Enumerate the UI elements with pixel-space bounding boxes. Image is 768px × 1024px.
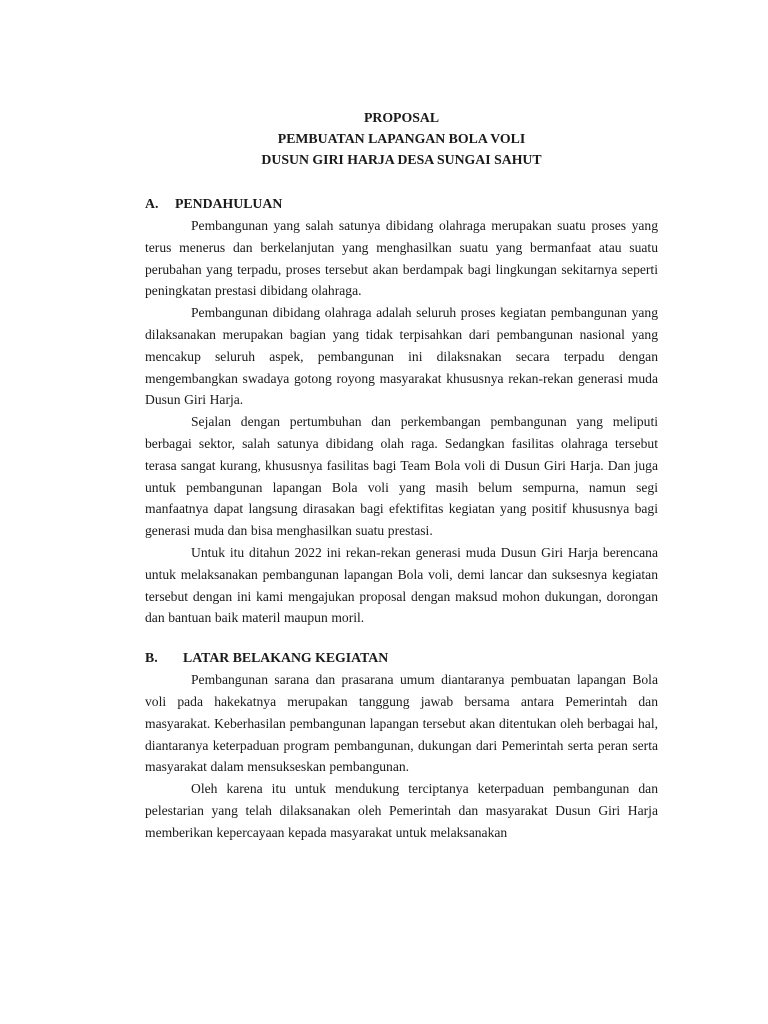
paragraph-a4: Untuk itu ditahun 2022 ini rekan-rekan generasi muda Dusun Giri Harja berencana untuk melaksanakan pembangunan lapangan Bola voli, demi lancar dan suksesnya kegiatan tersebut dengan ini kami mengajukan proposal dengan maksud mohon dukungan, dorongan dan bantuan baik materil maupun moril. (145, 544, 658, 626)
title-line-proposal: PROPOSAL (363, 110, 440, 125)
section-heading-a (145, 193, 658, 215)
title-block (145, 107, 658, 170)
document-page (145, 107, 658, 844)
section-heading-b (145, 647, 658, 669)
section-pendahuluan (145, 193, 658, 629)
paragraph-a2: Pembangunan dibidang olahraga adalah seluruh proses kegiatan pembangunan yang dilaksanakan merupakan bagian yang tidak terpisahkan dari pembangunan nasional yang mencakup seluruh aspek, pembangunan ini dilaksnakan secara terpadu dengan mengembangkan swadaya gotong royong masyarakat khususnya rekan-rekan generasi muda Dusun Giri Harja. (145, 305, 658, 408)
section-title-b: LATAR BELAKANG KEGIATAN (183, 650, 389, 666)
paragraph-a3: Sejalan dengan pertumbuhan dan perkembangan pembangunan yang meliputi berbagai sektor, salah satunya dibidang olah raga. Sedangkan fasilitas olahraga tersebut terasa sangat kurang, khususnya fasilitas bagi Team Bola voli di Dusun Giri Harja. Dan juga untuk pembangunan lapangan Bola voli yang masih belum sempurna, namun segi manfaatnya dapat langsung dirasakan bagi efektifitas kegiatan yang positif khususnya bagi generasi muda dan bisa menghasilkan suatu prestasi. (145, 414, 658, 539)
section-number-b: B. (145, 650, 158, 666)
paragraph-b1: Pembangunan sarana dan prasarana umum diantaranya pembuatan lapangan Bola voli pada hakekatnya merupakan tanggung jawab bersama antara Pemerintah dan masyarakat. Keberhasilan pembangunan lapangan tersebut akan ditentukan oleh berbagai hal, diantaranya keterpaduan program pembangunan, dukungan dari Pemerintah serta peran serta masyarakat dalam mensukseskan pembangunan. (145, 672, 658, 775)
title-line-project: PEMBUATAN LAPANGAN BOLA VOLI (277, 131, 526, 146)
section-number-a: A. (145, 196, 159, 211)
section-latar-belakang (145, 647, 658, 843)
paragraph-a1: Pembangunan yang salah satunya dibidang olahraga merupakan suatu proses yang terus menerus dan berkelanjutan yang menghasilkan suatu yang bermanfaat atau suatu perubahan yang terpadu, proses tersebut akan berdampak bagi lingkungan sekitarnya seperti peningkatan prestasi dibidang olahraga. (145, 218, 658, 299)
title-line-location: DUSUN GIRI HARJA DESA SUNGAI SAHUT (261, 152, 542, 167)
paragraph-b2: Oleh karena itu untuk mendukung terciptanya keterpaduan pembangunan dan pelestarian yang telah dilaksanakan oleh Pemerintah dan masyarakat Dusun Giri Harja memberikan kepercayaan kepada masyarakat untuk melaksanakan (145, 781, 658, 840)
section-title-a: PENDAHULUAN (175, 196, 283, 211)
